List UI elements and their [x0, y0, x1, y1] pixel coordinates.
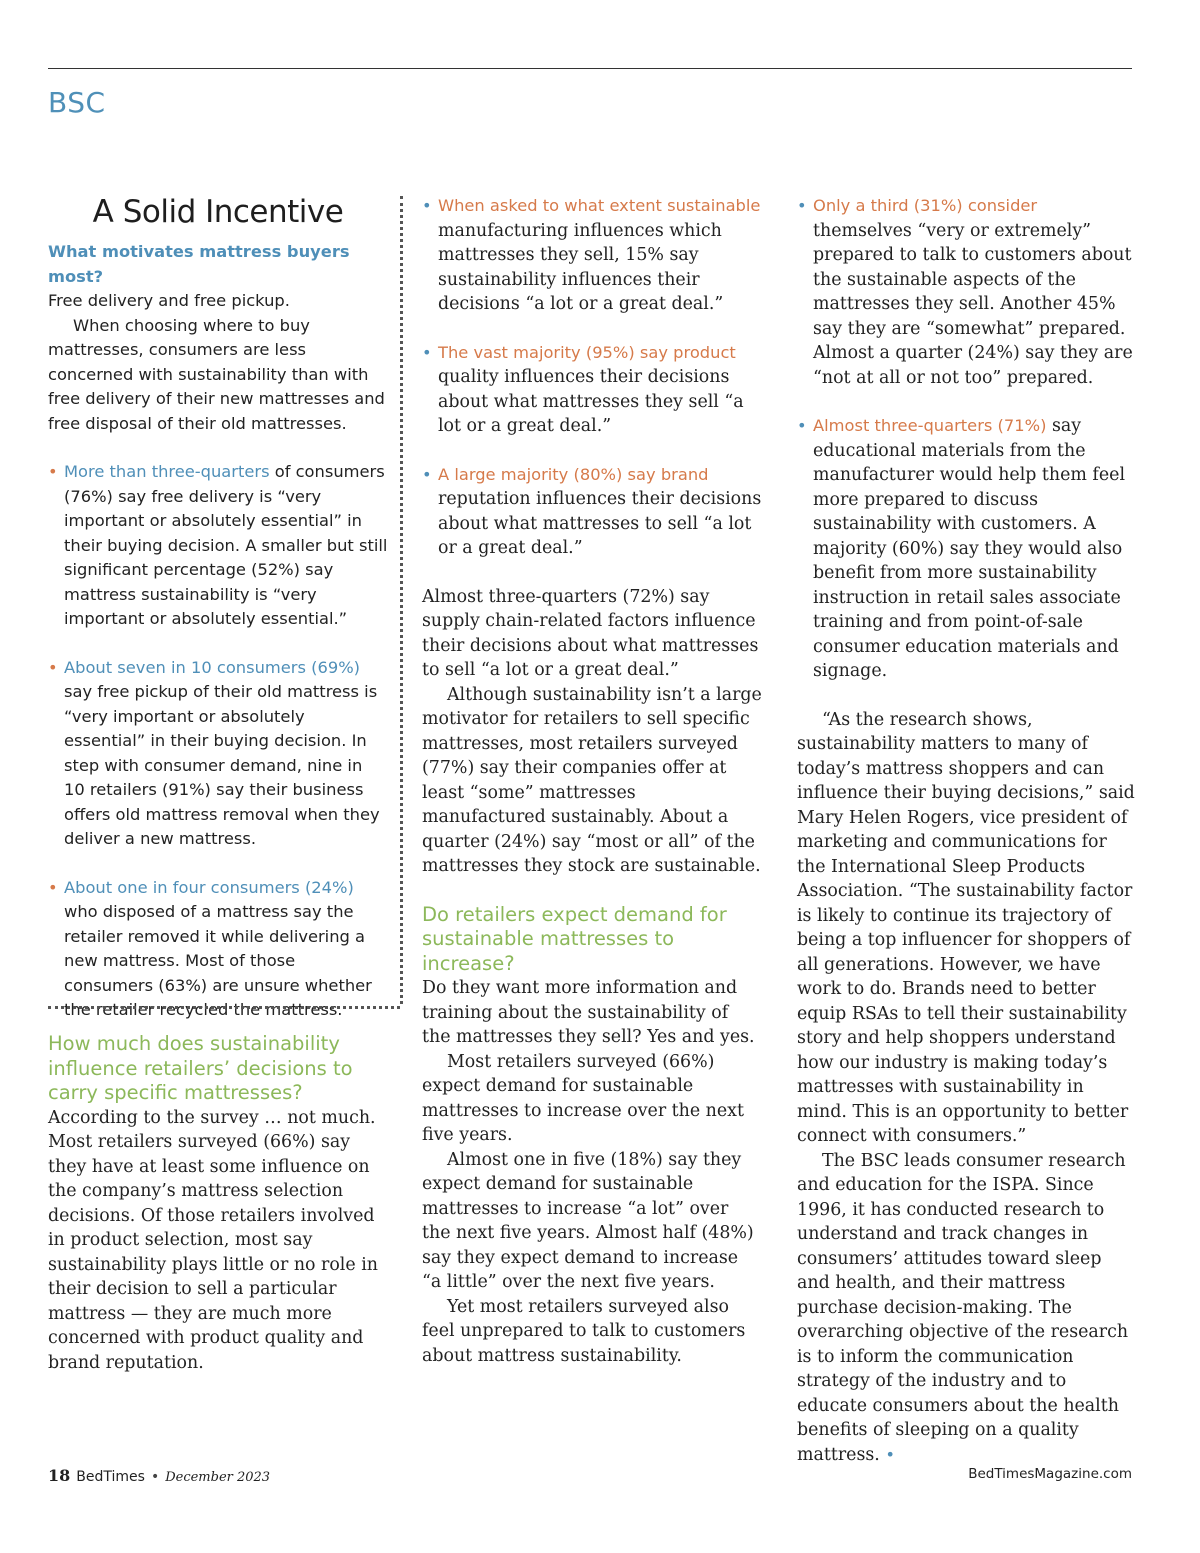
bullet-text: reputation influences their decisions about what mattresses to sell “a lot or a great deal.” — [438, 489, 762, 558]
bullet-highlight: The vast majority (95%) say product — [438, 342, 736, 362]
bullet-highlight: More than three-quarters — [64, 462, 270, 481]
bullet-icon: • — [797, 416, 807, 435]
section-heading: Do retailers expect demand for sustainable mattresses to increase? — [422, 902, 727, 975]
sidebar-bullet — [48, 876, 388, 1023]
section-tag: BSC — [48, 86, 106, 119]
body-paragraph: Almost three-quarters (72%) say supply chain-related factors influence their decisions about what mattresses to sell “a lot or a great deal.” — [422, 586, 759, 680]
bullet-highlight: Only a third (31%) consider — [813, 196, 1038, 215]
body-paragraph: Although sustainability isn’t a large motivator for retailers to sell specific mattresses, most retailers surveyed (77%) say their companies offer at least “some” mattresses manufactured sustainably. About a quarter (24%) say “most or all” of the mattresses they stock are sustainable. — [422, 684, 762, 876]
bullet-text: themselves “very or extremely” prepared to talk to customers about the sustainable aspects of the mattresses they sell. Another 45% say they are “somewhat” prepared. Almost a quarter (24%) say they are “not at all or not too” prepared. — [813, 220, 1133, 388]
bullet-icon: • — [48, 657, 58, 677]
article-title: A Solid Incentive — [92, 194, 344, 230]
footer-folio — [48, 1466, 270, 1485]
footer-separator: • — [150, 1469, 160, 1485]
bullet-item — [422, 194, 762, 317]
sidebar-bullet — [48, 460, 388, 632]
bullet-highlight: A large majority (80%) say brand — [438, 464, 709, 484]
body-paragraph: Almost one in five (18%) say they expect demand for sustainable mattresses to increase “a lot” over the next five years. Almost half (48%) say they expect demand to increase “a little” over the next five years. — [422, 1149, 754, 1292]
bullet-icon: • — [48, 462, 58, 481]
bullet-item — [797, 194, 1137, 390]
bullet-icon: • — [797, 196, 807, 215]
sidebar-dotted-divider-horizontal — [48, 1006, 400, 1009]
body-paragraph: According to the survey … not much. Most retailers surveyed (66%) say they have at least some influence on the company’s mattress selection decisions. Of those retailers involved in product selection, most say sustainability plays little or no role in their decision to sell a particular mattress — they are much more concerned with product quality and brand reputation. — [48, 1107, 378, 1373]
bullet-item — [797, 414, 1137, 684]
bullet-icon: • — [422, 342, 432, 362]
body-paragraph: Do they want more information and training about the sustainability of the mattresses they sell? Yes and yes. — [422, 978, 755, 1047]
sidebar-dotted-divider-vertical — [400, 196, 403, 1004]
page-number: 18 — [48, 1466, 71, 1485]
bullet-highlight: About one in four consumers (24%) — [64, 877, 354, 897]
bullet-text: manufacturing influences which mattresses they sell, 15% say sustainability influences their decisions “a lot or a great deal.” — [438, 220, 724, 314]
bullet-text: quality influences their decisions about what mattresses they sell “a lot or a great deal.” — [438, 367, 744, 436]
section-heading: How much does sustainability influence retailers’ decisions to carry specific mattresses? — [48, 1032, 353, 1104]
sidebar-intro: When choosing where to buy mattresses, consumers are less concerned with sustainability than with free delivery of their new mattresses and free disposal of their old mattresses. — [48, 315, 385, 433]
website-url: BedTimesMagazine.com — [968, 1466, 1132, 1482]
bullet-highlight: Almost three-quarters (71%) — [813, 416, 1047, 435]
body-paragraph: Yet most retailers surveyed also feel unprepared to talk to customers about mattress sustainability. — [422, 1296, 746, 1366]
bullet-icon: • — [48, 877, 58, 897]
bullet-item — [422, 341, 762, 439]
column-2 — [422, 194, 762, 1368]
bullet-text: who disposed of a mattress say the retailer removed it while delivering a new mattress. Most of those consumers (63%) are unsure whether the retailer recycled the mattress. — [64, 902, 372, 1019]
quote-paragraph: “As the research shows, sustainability matters to many of today’s mattress shoppers and can influence their buying decisions,” said Mary Helen Rogers, vice president of marketing and communications for the International Sleep Products Association. “The sustainability factor is likely to continue its trajectory of being a top influencer for shoppers of all generations. However, we have work to do. Brands need to better equip RSAs to tell their sustainability story and help shoppers understand how our industry is making today’s mattresses with sustainability in mind. This is an opportunity to better connect with consumers.” — [797, 709, 1135, 1146]
bullet-icon: • — [422, 196, 432, 215]
bullet-text: say free pickup of their old mattress is “very important or absolutely essential” in their buying decision. In step with consumer demand, nine in 10 retailers (91%) say their business offers old mattress removal when they deliver a new mattress. — [64, 682, 380, 848]
bullet-item — [422, 463, 762, 561]
body-paragraph — [797, 1149, 1137, 1468]
end-mark-icon: • — [885, 1444, 895, 1464]
sidebar-bullet — [48, 656, 388, 852]
body-text: The BSC leads consumer research and education for the ISPA. Since 1996, it has conducted research to understand and track changes in consumers’ attitudes toward sleep and health, and their mattress purchase decision-making. The overarching objective of the research is to inform the communication strategy of the industry and to educate consumers about the health benefits of sleeping on a quality mattress. — [797, 1150, 1129, 1465]
bullet-text: of consumers (76%) say free delivery is “very important or absolutely essential” in their buying decision. A smaller but still significant percentage (52%) say mattress sustainability is “very important or absolutely essential.” — [64, 462, 388, 628]
bullet-text: say educational materials from the manufacturer would help them feel more prepared to discuss sustainability with customers. A majority (60%) say they would also benefit from more sustainability instruction in retail sales associate training and from point-of-sale consumer education materials and signage. — [813, 416, 1126, 681]
magazine-name: BedTimes — [76, 1469, 145, 1485]
sidebar-column — [48, 194, 388, 1023]
lead-question: What motivates mattress buyers most? — [48, 242, 350, 286]
bullet-highlight: About seven in 10 consumers (69%) — [64, 657, 361, 677]
top-rule — [48, 68, 1132, 69]
issue-date: December 2023 — [165, 1470, 271, 1485]
bullet-icon: • — [422, 464, 432, 484]
lead-answer: Free delivery and free pickup. — [48, 291, 290, 310]
column-1-body — [48, 1032, 388, 1375]
column-3 — [797, 194, 1137, 1467]
body-paragraph: Most retailers surveyed (66%) expect demand for sustainable mattresses to increase over the next five years. — [422, 1051, 744, 1145]
bullet-highlight: When asked to what extent sustainable — [438, 196, 761, 215]
